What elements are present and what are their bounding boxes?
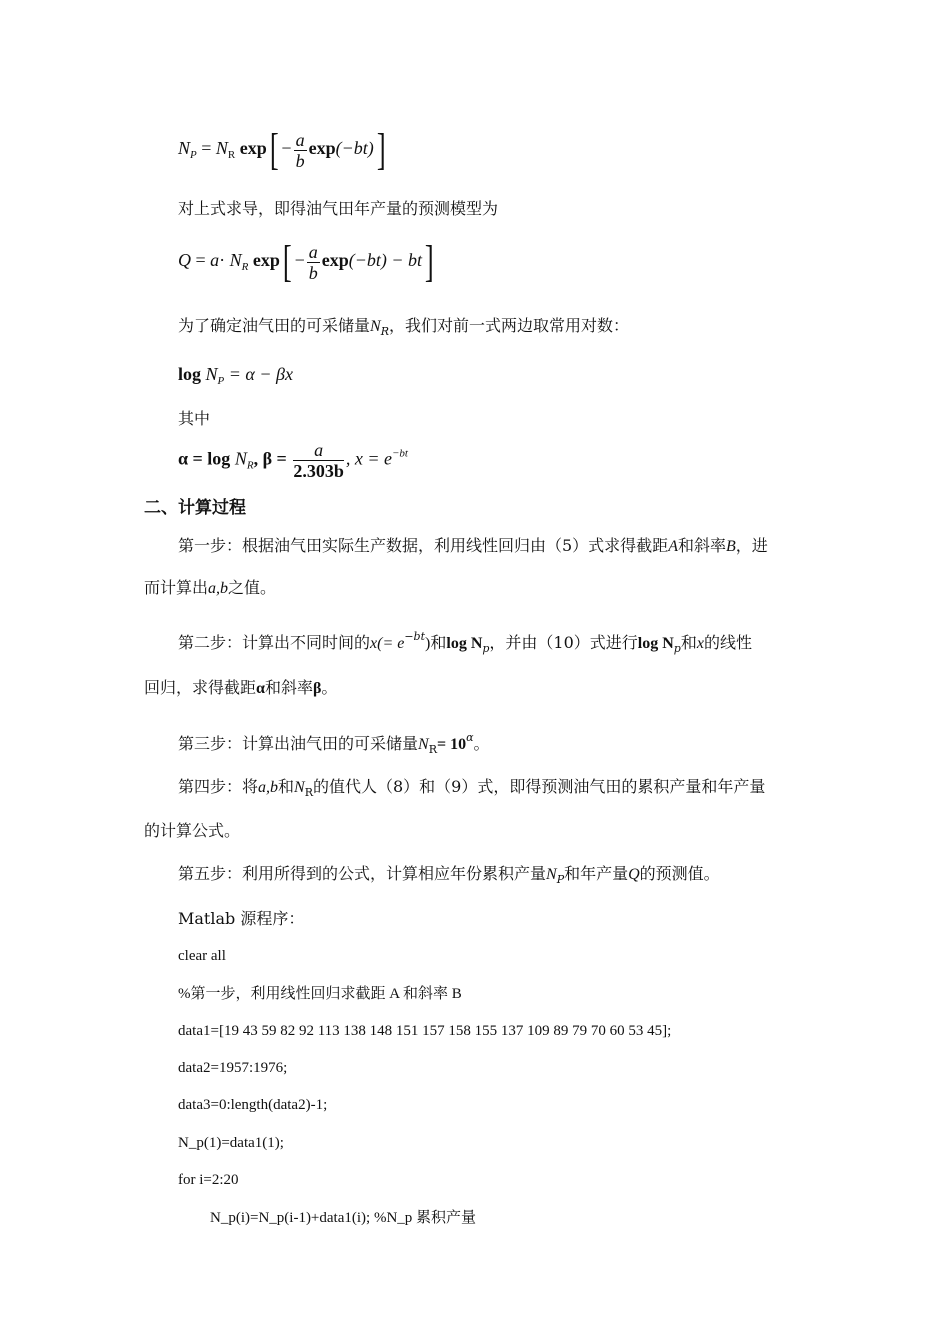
formula-cumulative-production: [178, 125, 388, 174]
math-symbol: a,b: [258, 779, 279, 796]
math-symbol: a,b: [208, 580, 229, 597]
formula-operator: ·: [219, 250, 226, 271]
math-symbol: log N: [637, 635, 674, 652]
math-symbol: B: [725, 538, 736, 555]
math-symbol: log N: [446, 635, 483, 652]
paragraph-text: 。: [473, 734, 490, 753]
formula-expression: , β =: [253, 448, 287, 469]
math-symbol: β: [312, 680, 322, 697]
formula-subscript: R: [227, 149, 236, 162]
formula-symbol: N: [229, 250, 242, 271]
math-symbol: α: [256, 680, 265, 697]
code-line: for i=2:20: [178, 1172, 239, 1188]
math-subscript: P: [556, 873, 565, 886]
step-1-line-1: [178, 536, 768, 557]
math-subscript: p: [482, 642, 490, 655]
formula-superscript: −bt: [391, 447, 408, 460]
math-symbol: N: [370, 318, 381, 335]
paragraph-text: 回归，求得截距: [144, 678, 257, 697]
formula-argument: (−bt): [335, 138, 374, 159]
formula-subscript: R: [246, 459, 254, 472]
paragraph-text: 的预测值。: [639, 864, 720, 883]
paragraph-text: 第五步：利用所得到的公式，计算相应年份累积产量: [178, 864, 547, 883]
formula-fraction: [307, 242, 320, 283]
section-heading: 二、计算过程: [144, 498, 246, 518]
paragraph-text: 和: [430, 633, 447, 652]
paragraph-text: 和: [278, 777, 295, 796]
formula-symbol: N: [234, 448, 247, 469]
paragraph: 其中: [178, 409, 211, 428]
formula-annual-production: [178, 237, 437, 286]
fraction-numerator: a: [308, 241, 318, 262]
formula-operator: =: [195, 250, 206, 271]
code-line: data1=[19 43 59 82 92 113 138 148 151 157 158 155 137 109 89 79 70 60 53 45];: [178, 1023, 672, 1039]
fraction-denominator: 2.303b: [293, 461, 344, 481]
paragraph-text: 而计算出: [144, 578, 209, 597]
paragraph-text: 第四步：将: [178, 777, 259, 796]
formula-subscript: R: [241, 261, 249, 274]
code-line: clear all: [178, 948, 226, 964]
paragraph-text: 。: [321, 678, 338, 697]
matlab-label: Matlab 源程序：: [178, 909, 305, 928]
math-symbol: N: [294, 779, 305, 796]
paragraph-text: 和: [680, 633, 697, 652]
math-symbol: A: [668, 538, 678, 555]
step-4-line-2: 的计算公式。: [144, 821, 241, 840]
paragraph-text: ，进: [735, 536, 768, 555]
fraction-numerator: a: [295, 129, 305, 150]
right-bracket: ]: [424, 237, 434, 286]
paragraph-text: 第三步：计算出油气田的可采储量: [178, 734, 419, 753]
left-bracket: [: [282, 237, 292, 286]
math-symbol: x: [696, 635, 704, 652]
formula-definitions: [178, 440, 408, 481]
code-line: %第一步，利用线性回归求截距 A 和斜率 B: [178, 986, 462, 1002]
paragraph-text: 为了确定油气田的可采储量: [178, 316, 371, 335]
math-symbol: Q: [628, 866, 640, 883]
step-2-line-2: [144, 678, 337, 699]
step-3: [178, 728, 490, 760]
math-symbol: = 10: [436, 736, 467, 753]
formula-symbol: N: [215, 138, 228, 159]
math-subscript: p: [673, 642, 681, 655]
formula-expression: α = log: [178, 448, 231, 469]
formula-operator: −: [281, 138, 292, 159]
fraction-denominator: b: [308, 262, 318, 283]
paragraph-text: 之值。: [228, 578, 277, 597]
math-superscript: −bt: [404, 630, 426, 643]
paragraph-text: 和斜率: [677, 536, 726, 555]
paragraph-text: 第一步：根据油气田实际生产数据，利用线性回归由（5）式求得截距: [178, 536, 669, 555]
formula-symbol: Q: [178, 250, 191, 271]
math-subscript: R: [304, 786, 313, 799]
step-1-line-2: [144, 578, 276, 599]
formula-function: log: [178, 364, 202, 384]
formula-operator: −: [294, 250, 305, 271]
formula-fraction: [294, 130, 307, 171]
math-subscript: R: [380, 325, 389, 338]
step-5: [178, 864, 720, 890]
formula-log: [178, 364, 293, 387]
code-line: N_p(1)=data1(1);: [178, 1135, 284, 1151]
formula-function: exp: [252, 250, 280, 271]
formula-argument: (−bt) − bt: [348, 250, 423, 271]
paragraph-text: 和年产量: [564, 864, 629, 883]
paragraph: 对上式求导，即得油气田年产量的预测模型为: [178, 199, 499, 218]
math-superscript: α: [466, 731, 474, 744]
formula-expression: , x = e: [345, 448, 392, 469]
code-line-indented: N_p(i)=N_p(i-1)+data1(i); %N_p 累积产量: [210, 1210, 477, 1226]
paragraph-text: 第二步：计算出不同时间的: [178, 633, 371, 652]
formula-fraction: [293, 440, 344, 481]
formula-symbol: N: [178, 138, 191, 159]
code-line: data2=1957:1976;: [178, 1060, 288, 1076]
formula-function: exp: [321, 250, 349, 271]
fraction-denominator: b: [295, 150, 305, 171]
math-subscript: R: [428, 743, 437, 756]
formula-symbol: a: [210, 250, 220, 271]
step-4-line-1: [178, 777, 765, 803]
math-symbol: ): [425, 635, 431, 652]
formula-operator: =: [201, 138, 212, 159]
paragraph-text: ，并由（10）式进行: [489, 633, 638, 652]
paragraph-text: ，我们对前一式两边取常用对数：: [388, 316, 629, 335]
math-symbol: N: [418, 736, 429, 753]
paragraph-text: 的线性: [703, 633, 752, 652]
fraction-numerator: a: [293, 440, 344, 461]
formula-function: exp: [308, 138, 336, 159]
formula-symbol: N: [205, 364, 218, 384]
code-line: data3=0:length(data2)-1;: [178, 1097, 328, 1113]
right-bracket: ]: [376, 125, 386, 174]
left-bracket: [: [269, 125, 279, 174]
math-symbol: x(= e: [370, 635, 405, 652]
formula-subscript: P: [190, 149, 197, 162]
paragraph-text: 的值代人（8）和（9）式，即得预测油气田的累积产量和年产量: [313, 777, 766, 796]
step-2-line-1: [178, 627, 752, 659]
formula-subscript: P: [217, 375, 225, 387]
formula-function: exp: [239, 138, 267, 159]
paragraph-text: 和斜率: [264, 678, 313, 697]
formula-expression: = α − βx: [228, 364, 293, 384]
math-symbol: N: [546, 866, 557, 883]
paragraph: [178, 316, 629, 342]
